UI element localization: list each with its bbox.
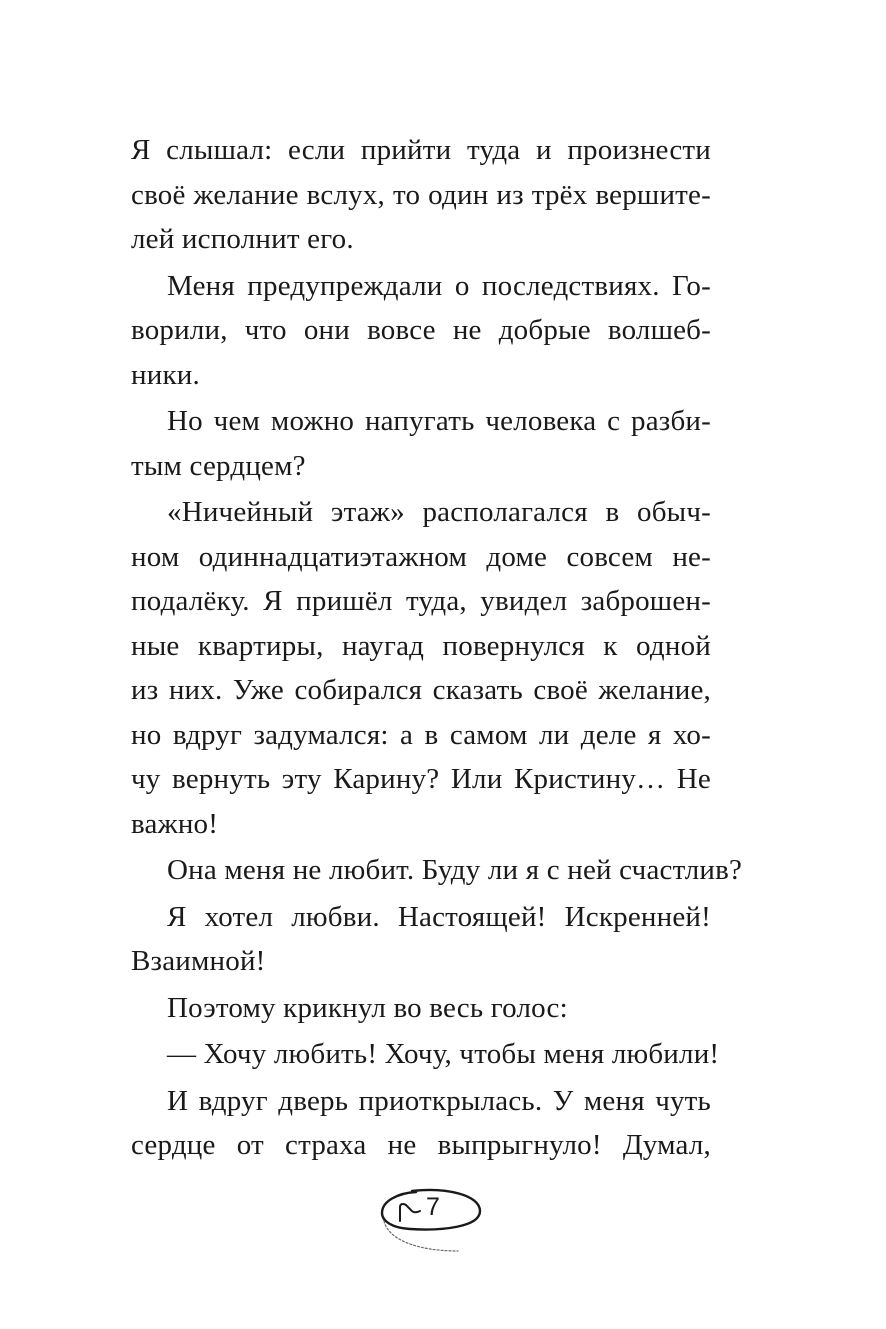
text-line: подалёку. Я пришёл туда, увидел заброшен- xyxy=(131,585,711,617)
paragraph-6 xyxy=(131,895,711,984)
body-text xyxy=(131,128,743,1170)
paragraph-7 xyxy=(131,986,711,1031)
text-line: И вдруг дверь приоткрылась. У меня чуть xyxy=(167,1084,711,1117)
text-line: из них. Уже собирался сказать своё желание, xyxy=(131,674,711,706)
text-line: «Ничейный этаж» располагался в обыч- xyxy=(167,496,711,528)
text-line: — Хочу любить! Хочу, чтобы меня любили! xyxy=(167,1038,720,1070)
paragraph-4 xyxy=(131,490,711,846)
paragraph-8 xyxy=(131,1032,720,1077)
paragraph-9 xyxy=(131,1079,711,1168)
page-number: 7 xyxy=(426,1193,440,1221)
text-line: Меня предупреждали о последствиях. Го- xyxy=(167,269,711,302)
text-line: чу вернуть эту Карину? Или Кристину… Не xyxy=(131,763,711,795)
text-line: сердце от страха не выпрыгнуло! Думал, xyxy=(131,1129,711,1161)
text-line: ворили, что они вовсе не добрые волшеб- xyxy=(131,314,711,346)
paragraph-1 xyxy=(131,128,711,262)
text-line: Я хотел любви. Настоящей! Искренней! xyxy=(167,900,711,933)
text-line: Она меня не любит. Буду ли я с ней счастлив? xyxy=(167,854,743,886)
text-line: тым сердцем? xyxy=(131,449,306,482)
text-line: Я слышал: если прийти туда и произнести xyxy=(131,134,711,166)
text-line: важно! xyxy=(131,807,219,840)
text-line: ные квартиры, наугад повернулся к одной xyxy=(131,629,711,662)
text-line: Поэтому крикнул во весь голос: xyxy=(167,991,568,1024)
page-number-badge xyxy=(376,1187,486,1259)
text-line: лей исполнит его. xyxy=(131,223,354,255)
paragraph-3 xyxy=(131,399,711,488)
text-line: Взаимной! xyxy=(131,945,266,977)
text-line: своё желание вслух, то один из трёх вершите- xyxy=(131,178,711,211)
paragraph-5 xyxy=(131,848,743,893)
text-line: Но чем можно напугать человека с разби- xyxy=(167,405,711,437)
text-line: ники. xyxy=(131,358,200,391)
paragraph-2 xyxy=(131,264,711,398)
text-line: ном одиннадцатиэтажном доме совсем не- xyxy=(131,540,711,573)
text-line: но вдруг задумался: а в самом ли деле я хо- xyxy=(131,718,711,751)
